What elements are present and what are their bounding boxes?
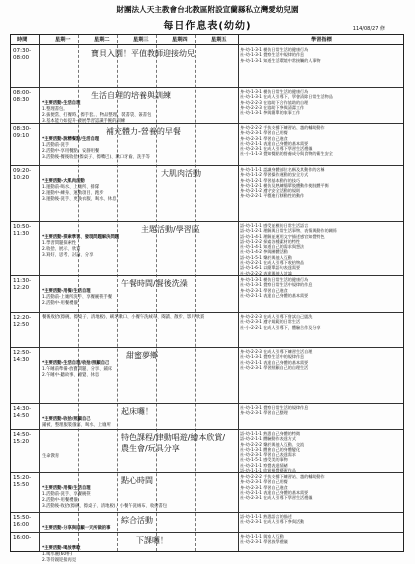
detail-line: *主要活動-生活自理 (42, 101, 81, 106)
indicator-line: 身-幼-1-3-1 知道生活環境中常接觸的人事物 (240, 57, 321, 63)
row-divider (11, 472, 403, 473)
indicator-line: 社-幼-1-3-1 在成人引導下，學會清除日常生活物品 (240, 94, 333, 100)
divider (238, 35, 239, 551)
learning-indicators (240, 514, 402, 531)
indicator-line: 社-幼-1-4-2 參與團體活動 (240, 249, 288, 255)
col-fri: 星期五 (211, 37, 227, 43)
indicator-line: 社-幼-1-3-1 體會自己的身體變化 (240, 446, 301, 452)
activity-title: 寶貝入園！平值教師迎接幼兒 (91, 49, 195, 58)
indicator-line: 社-幼-2-3-1 學習自己表達需求 (240, 452, 296, 458)
detail-line: 1.運動前-喝水、上廁所、排隊 (42, 185, 100, 190)
indicator-line: 語-幼-1-1-1 感受並模仿日常生活語言 (240, 223, 309, 228)
learning-indicators (240, 223, 402, 274)
activity-details (42, 315, 238, 321)
indicator-line: 身-幼-2-1-2 遵守安全活動的規則 (240, 188, 301, 194)
activity-details (42, 361, 238, 379)
time-slot: 14:50- 15:20 (13, 432, 32, 445)
detail-line: 餐後收拾(擦碗、擦桌子、清地板)、刷牙漱口、小餐午洗絨布、閱讀、散步、影片欣賞 (42, 315, 205, 320)
row-divider (11, 312, 403, 313)
detail-line: 3.基本能力如提升-發展學習認識手腕的訓練 (42, 119, 125, 124)
col-wed: 星期三 (133, 37, 149, 43)
indicator-line: 身-幼-2-3-1 學習自己進食 (240, 135, 288, 141)
learning-indicators (240, 47, 402, 86)
indicator-line: 身-幼-1-3-1 模仿日常生活的健康行為 (240, 47, 309, 52)
indicator-line: 社-幼-1-3-1 覺察生活中的規律作息 (240, 354, 305, 360)
row-divider (11, 347, 403, 348)
col-tue: 星期二 (94, 37, 110, 43)
detail-line: 1.整理書包。 (42, 107, 68, 112)
learning-indicators (240, 474, 402, 511)
row-divider (11, 123, 403, 124)
detail-line: *主要活動-喝放學歌 (42, 546, 81, 551)
divider (39, 35, 40, 551)
activity-details (42, 137, 238, 161)
detail-line: *主要活動-收拾/照顧自己 (42, 417, 91, 422)
detail-line: *主要活動-生活自理/收拾/照顧自己 (42, 361, 110, 366)
indicator-line: 社-幼-2-1-1 表達自己身體的基本需要 (240, 359, 309, 365)
activity-title: 綜合活動 (121, 516, 153, 525)
indicator-line: 身-幼-1-2-1 學習基本動作的技巧 (240, 177, 301, 183)
detail-line: 1.活動前-上廁所洗手、享餐碗筷手餐 (42, 295, 113, 300)
table-header (11, 35, 403, 45)
indicator-line: 社-幼-2-1-1 表達自己身體的基本需要 (240, 292, 309, 298)
indicator-line: 社-幼-2-3-1 在成人引導下學習生活禮儀 (240, 146, 313, 152)
indicator-line: 身-幼-2-3-1 學習自己進食 (240, 287, 288, 293)
indicator-line: 語-幼-1-1-1 熟悉自己身體的特徵 (240, 431, 301, 436)
row-divider (11, 275, 403, 276)
learning-indicators (240, 534, 402, 552)
activity-title: 甜蜜夢鄉 (126, 351, 158, 360)
activity-title: 生活自理的培養與訓練 (91, 91, 171, 100)
indicator-line: 身-幼-2-2-2 樂於與他人互動、交流 (240, 441, 305, 447)
detail-line: 2.收拾、展示、欣賞 (42, 247, 81, 252)
indicator-line: 身-幼-2-3-1 學習自己用餐 (240, 479, 288, 485)
indicator-line: 社-幼-2-3-1 學習放學禮儀 (240, 539, 288, 545)
col-mon: 星期一 (55, 37, 71, 43)
indicator-line: 身-幼-2-2-3 在成人引導下練習生活自理 (240, 349, 313, 354)
detail-line: 1.學習問題探索性 (42, 241, 77, 246)
indicator-line: 語-幼-1-2-1 理解與日常生活事物、表情與動作的關係 (240, 228, 337, 234)
row-divider (11, 87, 403, 88)
indicator-line: 社-幼-1-3-1 參與簡單的家事工作 (240, 110, 301, 116)
indicator-line: 身-幼-2-3-1 學習自己整理 (240, 410, 288, 416)
indicator-line: 社-幼-1-5-1 感受美的事物 (240, 457, 288, 463)
indicator-line: 社-幼-2-2-2 表達與他人討論 (240, 270, 292, 276)
learning-indicators (240, 431, 402, 474)
row-divider (11, 165, 403, 166)
detail-line: 1.午睡前準備-放寶問題、分享、鋪床 (42, 367, 113, 372)
detail-line: 2.拔便當、打餐時、擦手套。、物品整理、裝書袋、簽書包 (42, 113, 152, 118)
learning-indicators (240, 167, 402, 220)
activity-title: 起床囉！ (121, 407, 153, 416)
detail-line: 生命教育 (42, 454, 60, 459)
indicator-line: 社-幼-2-3-1 遵守規範的日常生活 (240, 319, 301, 325)
indicator-line: 語-幼-2-1-1 體驗動作表達方式 (240, 436, 296, 442)
detail-line: *主要活動-用餐/生活自理 (42, 486, 91, 491)
detail-line: 3.運動後-洗手、更換衣服、喝水、休息 (42, 197, 117, 202)
time-slot: 08:00- 08:30 (13, 90, 32, 103)
activity-title: 補充體力-營養的早餐 (106, 127, 181, 136)
learning-indicators (240, 277, 402, 311)
indicator-line: 身-幼-1-1-1 認識身體部位名稱及其動作的名稱 (240, 167, 325, 172)
time-slot: 09:20- 10:20 (13, 168, 32, 181)
indicator-line: 社-小-2-2-1 在成人引導下，體驗合作及分享 (240, 324, 321, 330)
indicator-line: 社-幼-2-1-1 察覺表達情緒 (240, 462, 288, 468)
indicator-line: 社-幼-1-3-1 覺察日常生活中規律的作息 (240, 282, 313, 288)
activity-details (42, 101, 238, 125)
detail-line: 2.等待親迎接再見 (42, 558, 77, 563)
indicator-line: 身-幼-1-2-1 模仿及熟練簡單肢體動作使肢體平衡 (240, 182, 329, 188)
indicator-line: 社-幼-2-1-1 表達自己身體的基本需要 (240, 140, 309, 146)
learning-indicators (240, 89, 402, 122)
time-slot: 11:30- 12:20 (13, 278, 32, 291)
activity-title: 特色課程/律動唱遊/繪本欣賞/ 農生會/玩具分享 (121, 433, 226, 453)
time-slot: 12:20- 12:50 (13, 315, 32, 328)
indicator-line: 身-幼-2-2-3 在協助下參與清潔工作 (240, 104, 305, 110)
learning-indicators (240, 125, 402, 164)
indicator-line: 語-幼-1-1-1 熟悉語言的描述 (240, 514, 292, 519)
indicator-line: 身-幼-2-2-3 在成人引導下嘗試自己盥洗 (240, 314, 313, 319)
indicator-line: 語-幼-1-5-1 樂於與他人互動 (240, 254, 292, 260)
time-slot: 07:30- 08:00 (13, 48, 32, 61)
activity-details (42, 454, 238, 460)
learning-indicators (240, 314, 402, 346)
detail-line: *主要活動-探索學習、發現問題解決問題 (42, 235, 120, 240)
indicator-line: 身-幼-2-2-2 手扶支撐下練習站、越的輔助動作 (240, 125, 325, 130)
activity-details (42, 486, 238, 510)
detail-line: *主要活動-分享與回顧一天所做的事 (42, 526, 111, 531)
indicator-line: 社-幼-2-3-1 學習照顧自己的自理生活 (240, 364, 309, 370)
school-name: 財團法人天主教會台北教區附設宣蘭縣私立灣愛幼兒園 (116, 5, 299, 14)
detail-line: 2.運動中-練身、運動項目、跑步 (42, 191, 104, 196)
indicator-line: 身-幼-1-1-2 學習操作運動的安全方式 (240, 172, 309, 178)
detail-line: 1.喝水碗(60杯) (42, 552, 73, 557)
activity-details (42, 289, 238, 307)
revision-date: 114/08/27 修 (352, 26, 385, 32)
detail-line: 1.活動前-洗手 (42, 143, 70, 148)
page-title: 每日作息表(幼幼) (163, 21, 252, 32)
learning-indicators (240, 405, 402, 428)
indicator-line: 社-幼-1-3-1 覺察日常生活的規律作息 (240, 405, 309, 410)
activity-title: 午餐時間/餐後洗澡 (121, 279, 188, 288)
learning-indicators (240, 349, 402, 402)
activity-details (42, 546, 238, 564)
detail-line: 鋪被、整理服裝儀容、喝水、上廁所 (42, 423, 111, 428)
time-slot: 15:50- 16:00 (13, 515, 32, 528)
detail-line: 2.活動中-用餐禮儀 (42, 301, 78, 306)
time-slot: 08:30- 09:10 (13, 126, 32, 139)
detail-line: *主要活動-用餐/生活自理 (42, 289, 91, 294)
indicator-line: 語-幼-1-4-1 理解並運用文字描述感官知覺特色 (240, 233, 325, 239)
col-time: 時間 (17, 37, 28, 43)
indicator-line: 身-幼-1-3-1 模仿日常生活的健康行為 (240, 89, 309, 94)
activity-details (42, 235, 238, 259)
detail-line: 1.活動前-洗手、享餐碗筷 (42, 492, 91, 497)
indicator-line: 身-幼-2-2-1 平穩進行移動性的動作 (240, 193, 305, 199)
detail-line: *主要活動-說精餐點/生活自理 (42, 137, 100, 142)
detail-line: *主要活動-大肌肉活動 (42, 179, 85, 184)
indicator-line: 身-幼-2-3-1 學習自己用餐 (240, 130, 288, 136)
col-indicators: 學習指標 (311, 37, 332, 43)
indicator-line: 社-幼-1-4-1 知道自己的需求與想法 (240, 244, 305, 250)
activity-details (42, 417, 238, 429)
activity-details (42, 179, 238, 203)
indicator-line: 社-小-1-1-3 覺知餐點的營養成分與食物的衛生安全 (240, 151, 333, 157)
time-slot: 12:50- 14:30 (13, 350, 32, 363)
time-slot: 16:00- (13, 535, 32, 541)
activity-title: 點心時間 (121, 476, 153, 485)
row-divider (11, 532, 403, 533)
detail-line: 2.活動中-享用餐點、安靜用餐 (42, 149, 100, 154)
row-divider (11, 221, 403, 222)
time-slot: 10:50- 11:30 (13, 224, 32, 237)
time-slot: 15:20- 15:50 (13, 475, 32, 488)
detail-line: 2.午睡中-聽故事、睡覺、休息 (42, 373, 100, 378)
activity-title: 大肌肉活動 (161, 169, 201, 178)
indicator-line: 身-幼-2-2-3 在協助下合作協助的自理 (240, 99, 309, 105)
activity-title: 下課囉！ (136, 536, 168, 545)
col-thu: 星期四 (172, 37, 188, 43)
indicator-line: 社-幼-2-2-1 在成人引導下收拾物品 (240, 260, 305, 266)
detail-line: 2.活動中-用餐禮儀 (42, 498, 78, 503)
time-slot: 14:30- 14:50 (13, 406, 32, 419)
indicator-line: 身-幼-1-1-1 與家人互動 (240, 534, 284, 539)
indicator-line: 身-幼-2-2-2 手扶支撐下練習站、越的輔助動作 (240, 474, 325, 479)
detail-line: 3.活動後-收拾(擦碗、擦桌子、清地板)、小餐午洗絨布、收拾書包 (42, 504, 168, 509)
row-divider (11, 403, 403, 404)
indicator-line: 身-幼-2-3-1 學習自己進食 (240, 484, 288, 490)
row-divider (11, 429, 403, 430)
indicator-line: 社-幼-2-3-1 在成人引導下學習生活禮儀 (240, 495, 313, 501)
detail-line: 3.活動後-餐後收拾(擦桌子、擦嘴巴)、漱口牙齒、洗手等 (42, 155, 150, 160)
indicator-line: 社-幼-1-3-1 覺察生活中規律的作息 (240, 52, 305, 58)
indicator-line: 語-幼-1-2-2 探索各種素材的特性 (240, 238, 301, 244)
row-divider (11, 512, 403, 513)
activity-title: 主題活動/學習區 (141, 225, 200, 234)
indicator-line: 語-幼-1-1-1 欣賞視覺藝術作品 (240, 468, 296, 474)
schedule-table (10, 34, 404, 563)
indicator-line: 社-幼-2-1-1 表達自己身體的基本需要 (240, 489, 309, 495)
detail-line: 3.寫好、思考、討論、分享 (42, 253, 94, 258)
indicator-line: 身-幼-1-3-1 模仿日常生活的健康行為 (240, 277, 309, 282)
indicator-line: 語-幼-1-6-1 以簡單語句表達需要 (240, 265, 301, 271)
indicator-line: 社-幼-2-3-1 在成人引導下參與活動 (240, 519, 305, 525)
